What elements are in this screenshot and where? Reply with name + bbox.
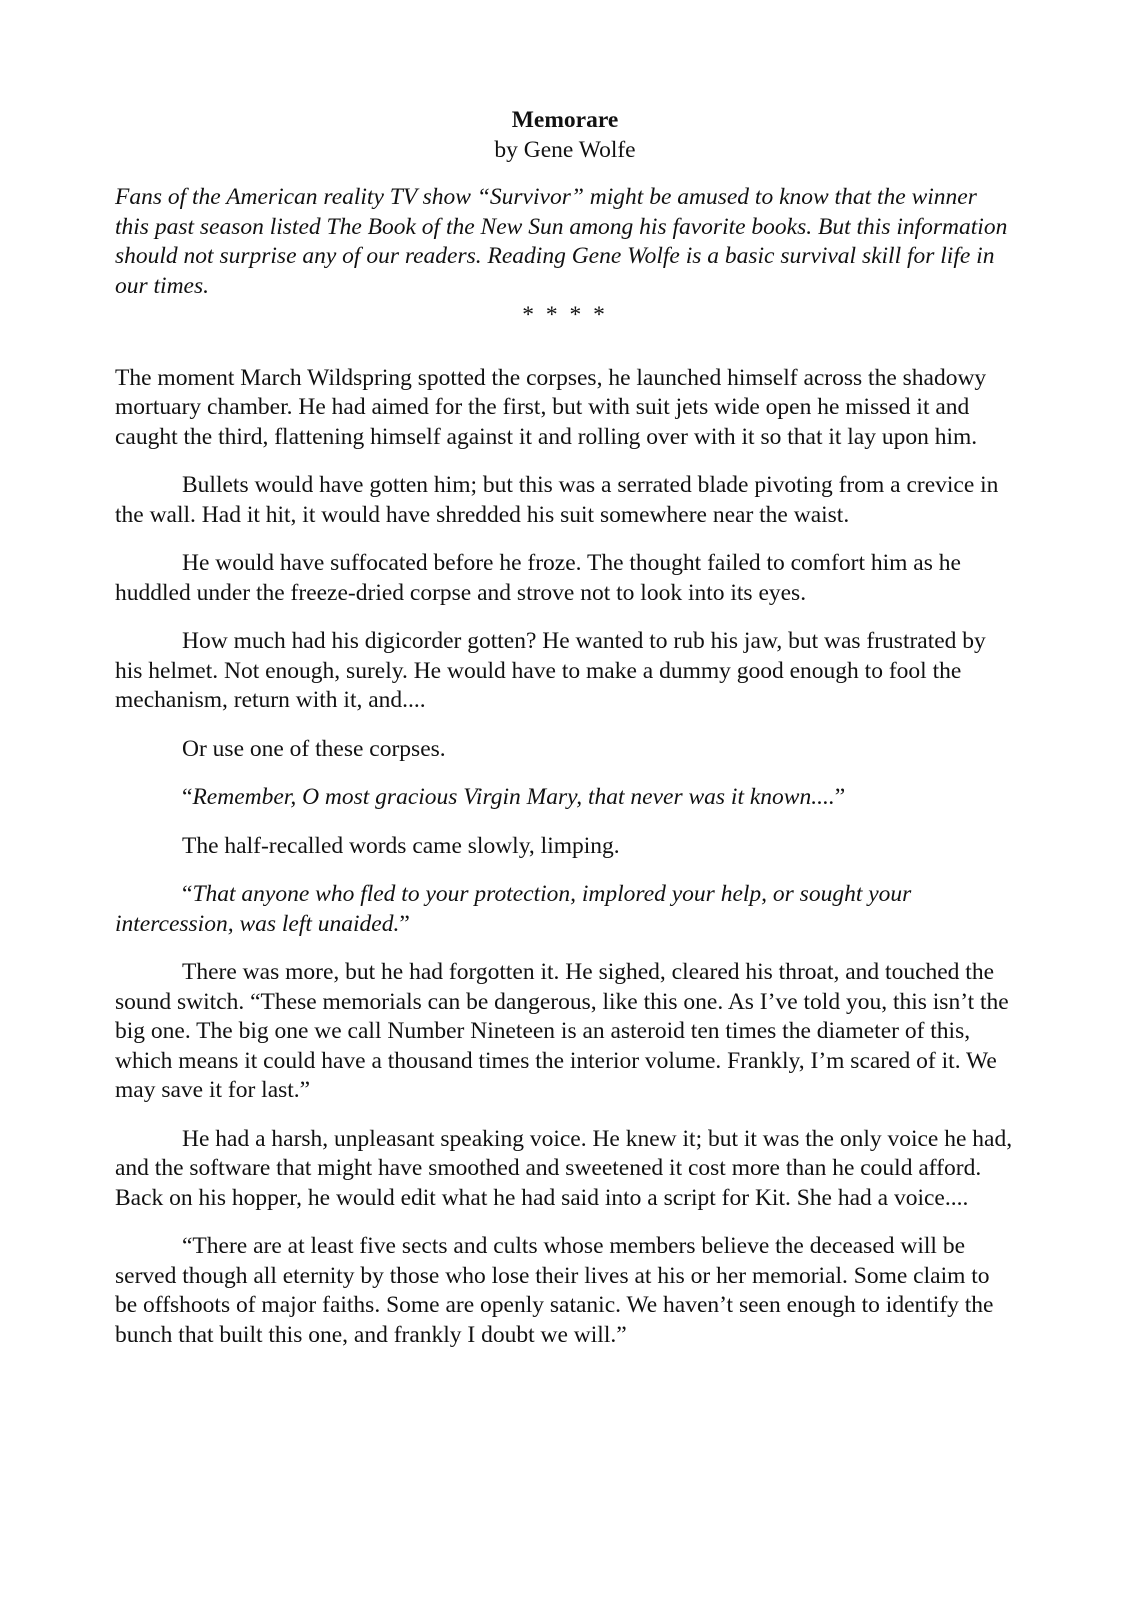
quote-close-mark: ” bbox=[834, 784, 846, 810]
prayer-text-2: That anyone who fled to your protection, implored your help, or sought your intercession, was left unaided. bbox=[115, 881, 912, 937]
quote-open-mark: “ bbox=[182, 881, 193, 907]
paragraph-1: The moment March Wildspring spotted the corpses, he launched himself across the shadowy mortuary chamber. He had aimed for the first, but with suit jets wide open he missed it and caught the third, flattening himself against it and rolling over with it so that it lay upon him. bbox=[115, 364, 987, 450]
paragraph-3: He would have suffocated before he froze. The thought failed to comfort him as he huddled under the freeze-dried corpse and strove not to look into its eyes. bbox=[115, 550, 961, 606]
prayer-quote-1 bbox=[115, 783, 1015, 813]
document-page bbox=[115, 106, 1015, 1369]
story-title: Memorare bbox=[511, 107, 619, 133]
story-byline: by Gene Wolfe bbox=[494, 136, 636, 163]
quote-close-mark: ” bbox=[399, 910, 410, 937]
paragraph-2: Bullets would have gotten him; but this was a serrated blade pivoting from a crevice in the wall. Had it hit, it would have shredded his suit somewhere near the waist. bbox=[115, 472, 999, 528]
paragraph-4: How much had his digicorder gotten? He wanted to rub his jaw, but was frustrated by his helmet. Not enough, surely. He would have to make a dummy good enough to fool the mechanism, return with it, and.... bbox=[115, 628, 986, 713]
section-separator: * * * * bbox=[522, 302, 608, 328]
quote-open-mark: “ bbox=[182, 784, 193, 810]
editorial-intro: Fans of the American reality TV show “Survivor” might be amused to know that the winner this past season listed The Book of the New Sun among his favorite books. But this information should not surprise any of our readers. Reading Gene Wolfe is a basic survival skill for life in our times. bbox=[115, 184, 1008, 299]
paragraph-6: There was more, but he had forgotten it. He sighed, cleared his throat, and touched the sound switch. “These memorials can be dangerous, like this one. As I’ve told you, this isn’t the big one. The big one we call Number Nineteen is an asteroid ten times the diameter of this, which means it could have a thousand times the interior volume. Frankly, I’m scared of it. We may save it for last.” bbox=[115, 959, 1009, 1103]
prayer-quote-2 bbox=[115, 880, 1015, 939]
paragraph-8: “There are at least five sects and cults whose members believe the deceased will be served though all eternity by those who lose their lives at his or her memorial. Some claim to be offshoots of major faiths. Some are openly satanic. We haven’t seen enough to identify the bunch that built this one, and frankly I doubt we will.” bbox=[115, 1233, 994, 1348]
paragraph-5: Or use one of these corpses. bbox=[182, 735, 446, 762]
prayer-text-1: Remember, O most gracious Virgin Mary, that never was it known.... bbox=[192, 784, 835, 810]
paragraph-7: He had a harsh, unpleasant speaking voice. He knew it; but it was the only voice he had, and the software that might have smoothed and sweetened it cost more than he could afford. Back on his hopper, he would edit what he had said into a script for Kit. She had a voice.... bbox=[115, 1125, 1013, 1211]
paragraph-half-recalled: The half-recalled words came slowly, limping. bbox=[182, 832, 620, 859]
